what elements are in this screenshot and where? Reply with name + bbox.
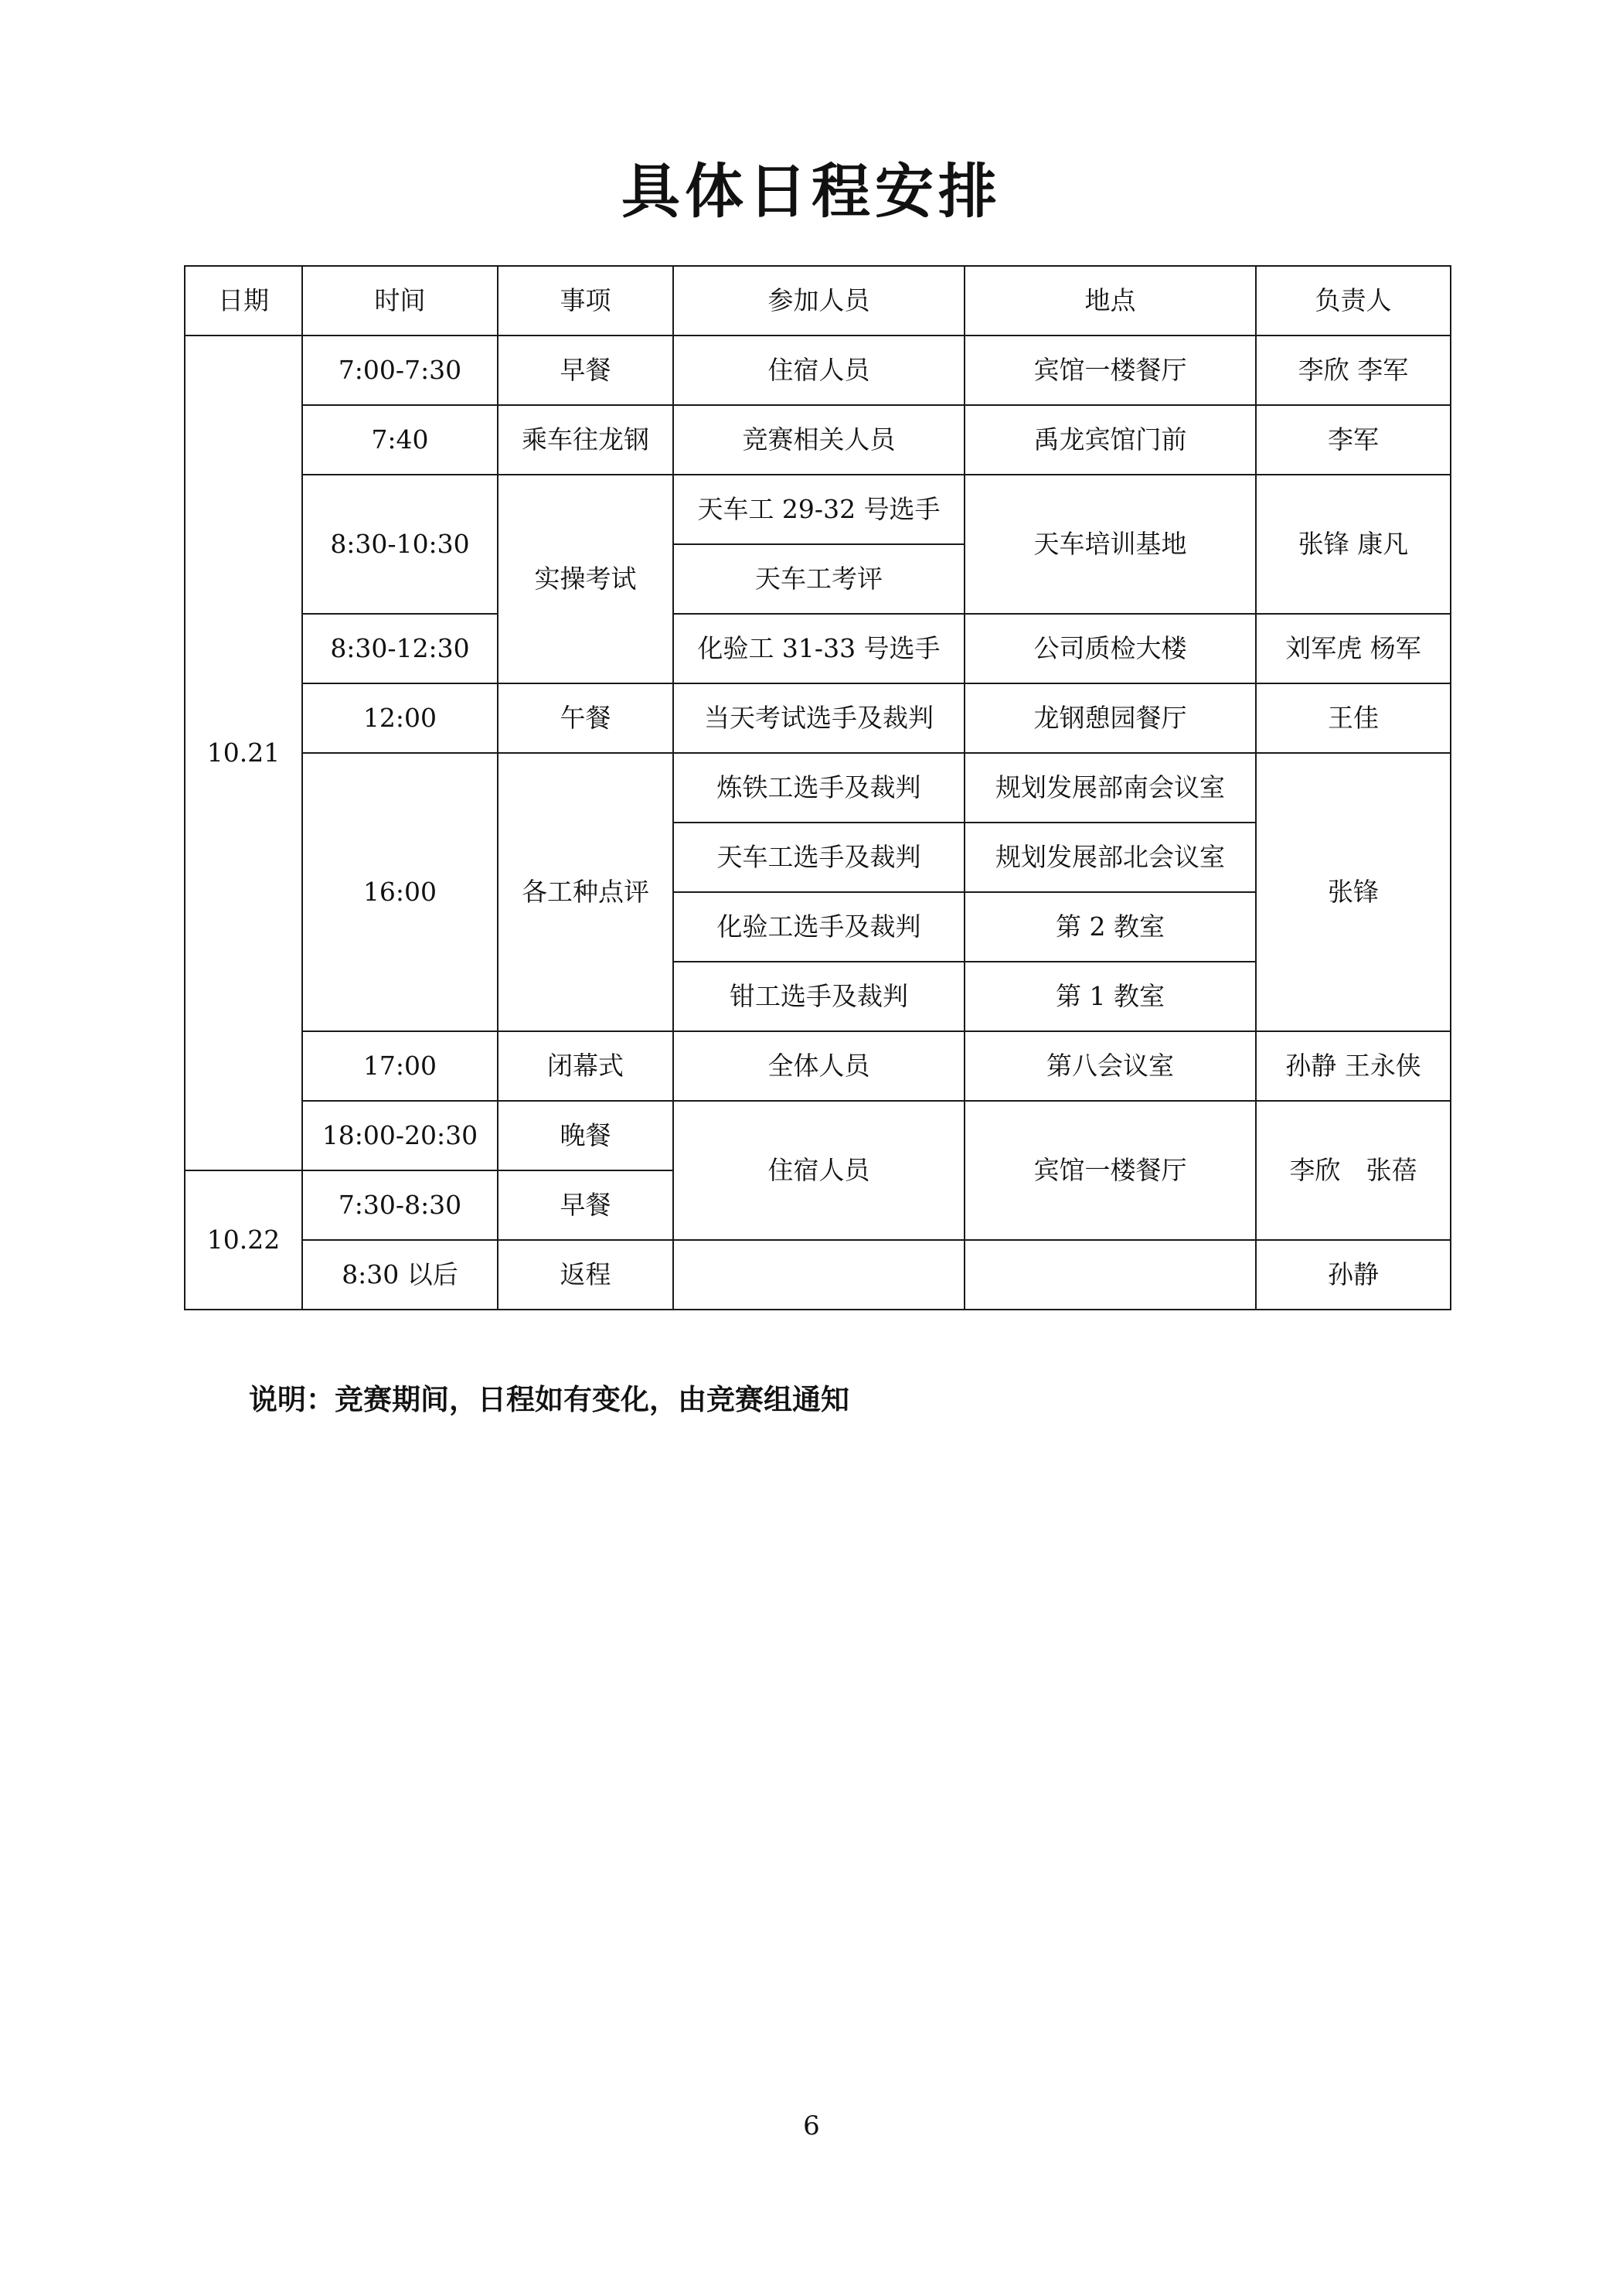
page-number: 6 xyxy=(803,2110,820,2141)
time-cell: 17:00 xyxy=(302,1031,498,1101)
header-responsible: 负责人 xyxy=(1256,266,1451,336)
participants-cell: 天车工 29-32 号选手 xyxy=(673,475,965,544)
header-participants: 参加人员 xyxy=(673,266,965,336)
location-cell: 第 2 教室 xyxy=(965,892,1256,962)
item-cell: 乘车往龙钢 xyxy=(498,405,673,475)
table-row xyxy=(185,683,1451,753)
time-cell: 8:30 以后 xyxy=(302,1240,498,1310)
location-cell: 第八会议室 xyxy=(965,1031,1256,1101)
responsible-cell: 李欣 李军 xyxy=(1256,336,1451,405)
participants-cell: 当天考试选手及裁判 xyxy=(673,683,965,753)
date-cell: 10.22 xyxy=(185,1170,302,1310)
table-row xyxy=(185,753,1451,823)
table-row xyxy=(185,1240,1451,1310)
table-row xyxy=(185,614,1451,683)
responsible-cell: 李欣 张蓓 xyxy=(1256,1101,1451,1240)
responsible-cell: 张锋 康凡 xyxy=(1256,475,1451,614)
responsible-cell: 孙静 xyxy=(1256,1240,1451,1310)
time-cell: 8:30-12:30 xyxy=(302,614,498,683)
table-row xyxy=(185,475,1451,544)
item-cell: 晚餐 xyxy=(498,1101,673,1170)
table-row xyxy=(185,336,1451,405)
table-row xyxy=(185,1031,1451,1101)
participants-cell: 化验工选手及裁判 xyxy=(673,892,965,962)
item-cell: 各工种点评 xyxy=(498,753,673,1031)
responsible-cell: 刘军虎 杨军 xyxy=(1256,614,1451,683)
item-cell: 实操考试 xyxy=(498,475,673,683)
participants-cell: 竞赛相关人员 xyxy=(673,405,965,475)
time-cell: 7:40 xyxy=(302,405,498,475)
header-date: 日期 xyxy=(185,266,302,336)
header-item: 事项 xyxy=(498,266,673,336)
location-cell: 规划发展部北会议室 xyxy=(965,823,1256,892)
location-cell: 龙钢憩园餐厅 xyxy=(965,683,1256,753)
table-row xyxy=(185,1101,1451,1170)
location-cell: 规划发展部南会议室 xyxy=(965,753,1256,823)
time-cell: 7:30-8:30 xyxy=(302,1170,498,1240)
location-cell: 天车培训基地 xyxy=(965,475,1256,614)
schedule-table xyxy=(184,265,1451,1310)
table-row xyxy=(185,405,1451,475)
participants-cell: 住宿人员 xyxy=(673,336,965,405)
date-cell: 10.21 xyxy=(185,336,302,1170)
participants-cell: 天车工选手及裁判 xyxy=(673,823,965,892)
header-location: 地点 xyxy=(965,266,1256,336)
item-cell: 午餐 xyxy=(498,683,673,753)
participants-cell: 天车工考评 xyxy=(673,544,965,614)
responsible-cell: 李军 xyxy=(1256,405,1451,475)
time-cell: 16:00 xyxy=(302,753,498,1031)
participants-cell: 住宿人员 xyxy=(673,1101,965,1240)
participants-cell: 钳工选手及裁判 xyxy=(673,962,965,1031)
item-cell: 早餐 xyxy=(498,1170,673,1240)
item-cell: 早餐 xyxy=(498,336,673,405)
location-cell: 宾馆一楼餐厅 xyxy=(965,1101,1256,1240)
time-cell: 7:00-7:30 xyxy=(302,336,498,405)
item-cell: 闭幕式 xyxy=(498,1031,673,1101)
responsible-cell: 张锋 xyxy=(1256,753,1451,1031)
time-cell: 18:00-20:30 xyxy=(302,1101,498,1170)
table-header-row xyxy=(185,266,1451,336)
time-cell: 8:30-10:30 xyxy=(302,475,498,614)
location-cell: 第 1 教室 xyxy=(965,962,1256,1031)
location-cell xyxy=(965,1240,1256,1310)
page-title: 具体日程安排 xyxy=(621,157,1002,226)
responsible-cell: 孙静 王永侠 xyxy=(1256,1031,1451,1101)
header-time: 时间 xyxy=(302,266,498,336)
participants-cell: 全体人员 xyxy=(673,1031,965,1101)
responsible-cell: 王佳 xyxy=(1256,683,1451,753)
participants-cell: 化验工 31-33 号选手 xyxy=(673,614,965,683)
time-cell: 12:00 xyxy=(302,683,498,753)
location-cell: 禹龙宾馆门前 xyxy=(965,405,1256,475)
location-cell: 公司质检大楼 xyxy=(965,614,1256,683)
participants-cell xyxy=(673,1240,965,1310)
schedule-note: 说明：竞赛期间，日程如有变化，由竞赛组通知 xyxy=(249,1382,849,1416)
location-cell: 宾馆一楼餐厅 xyxy=(965,336,1256,405)
item-cell: 返程 xyxy=(498,1240,673,1310)
participants-cell: 炼铁工选手及裁判 xyxy=(673,753,965,823)
